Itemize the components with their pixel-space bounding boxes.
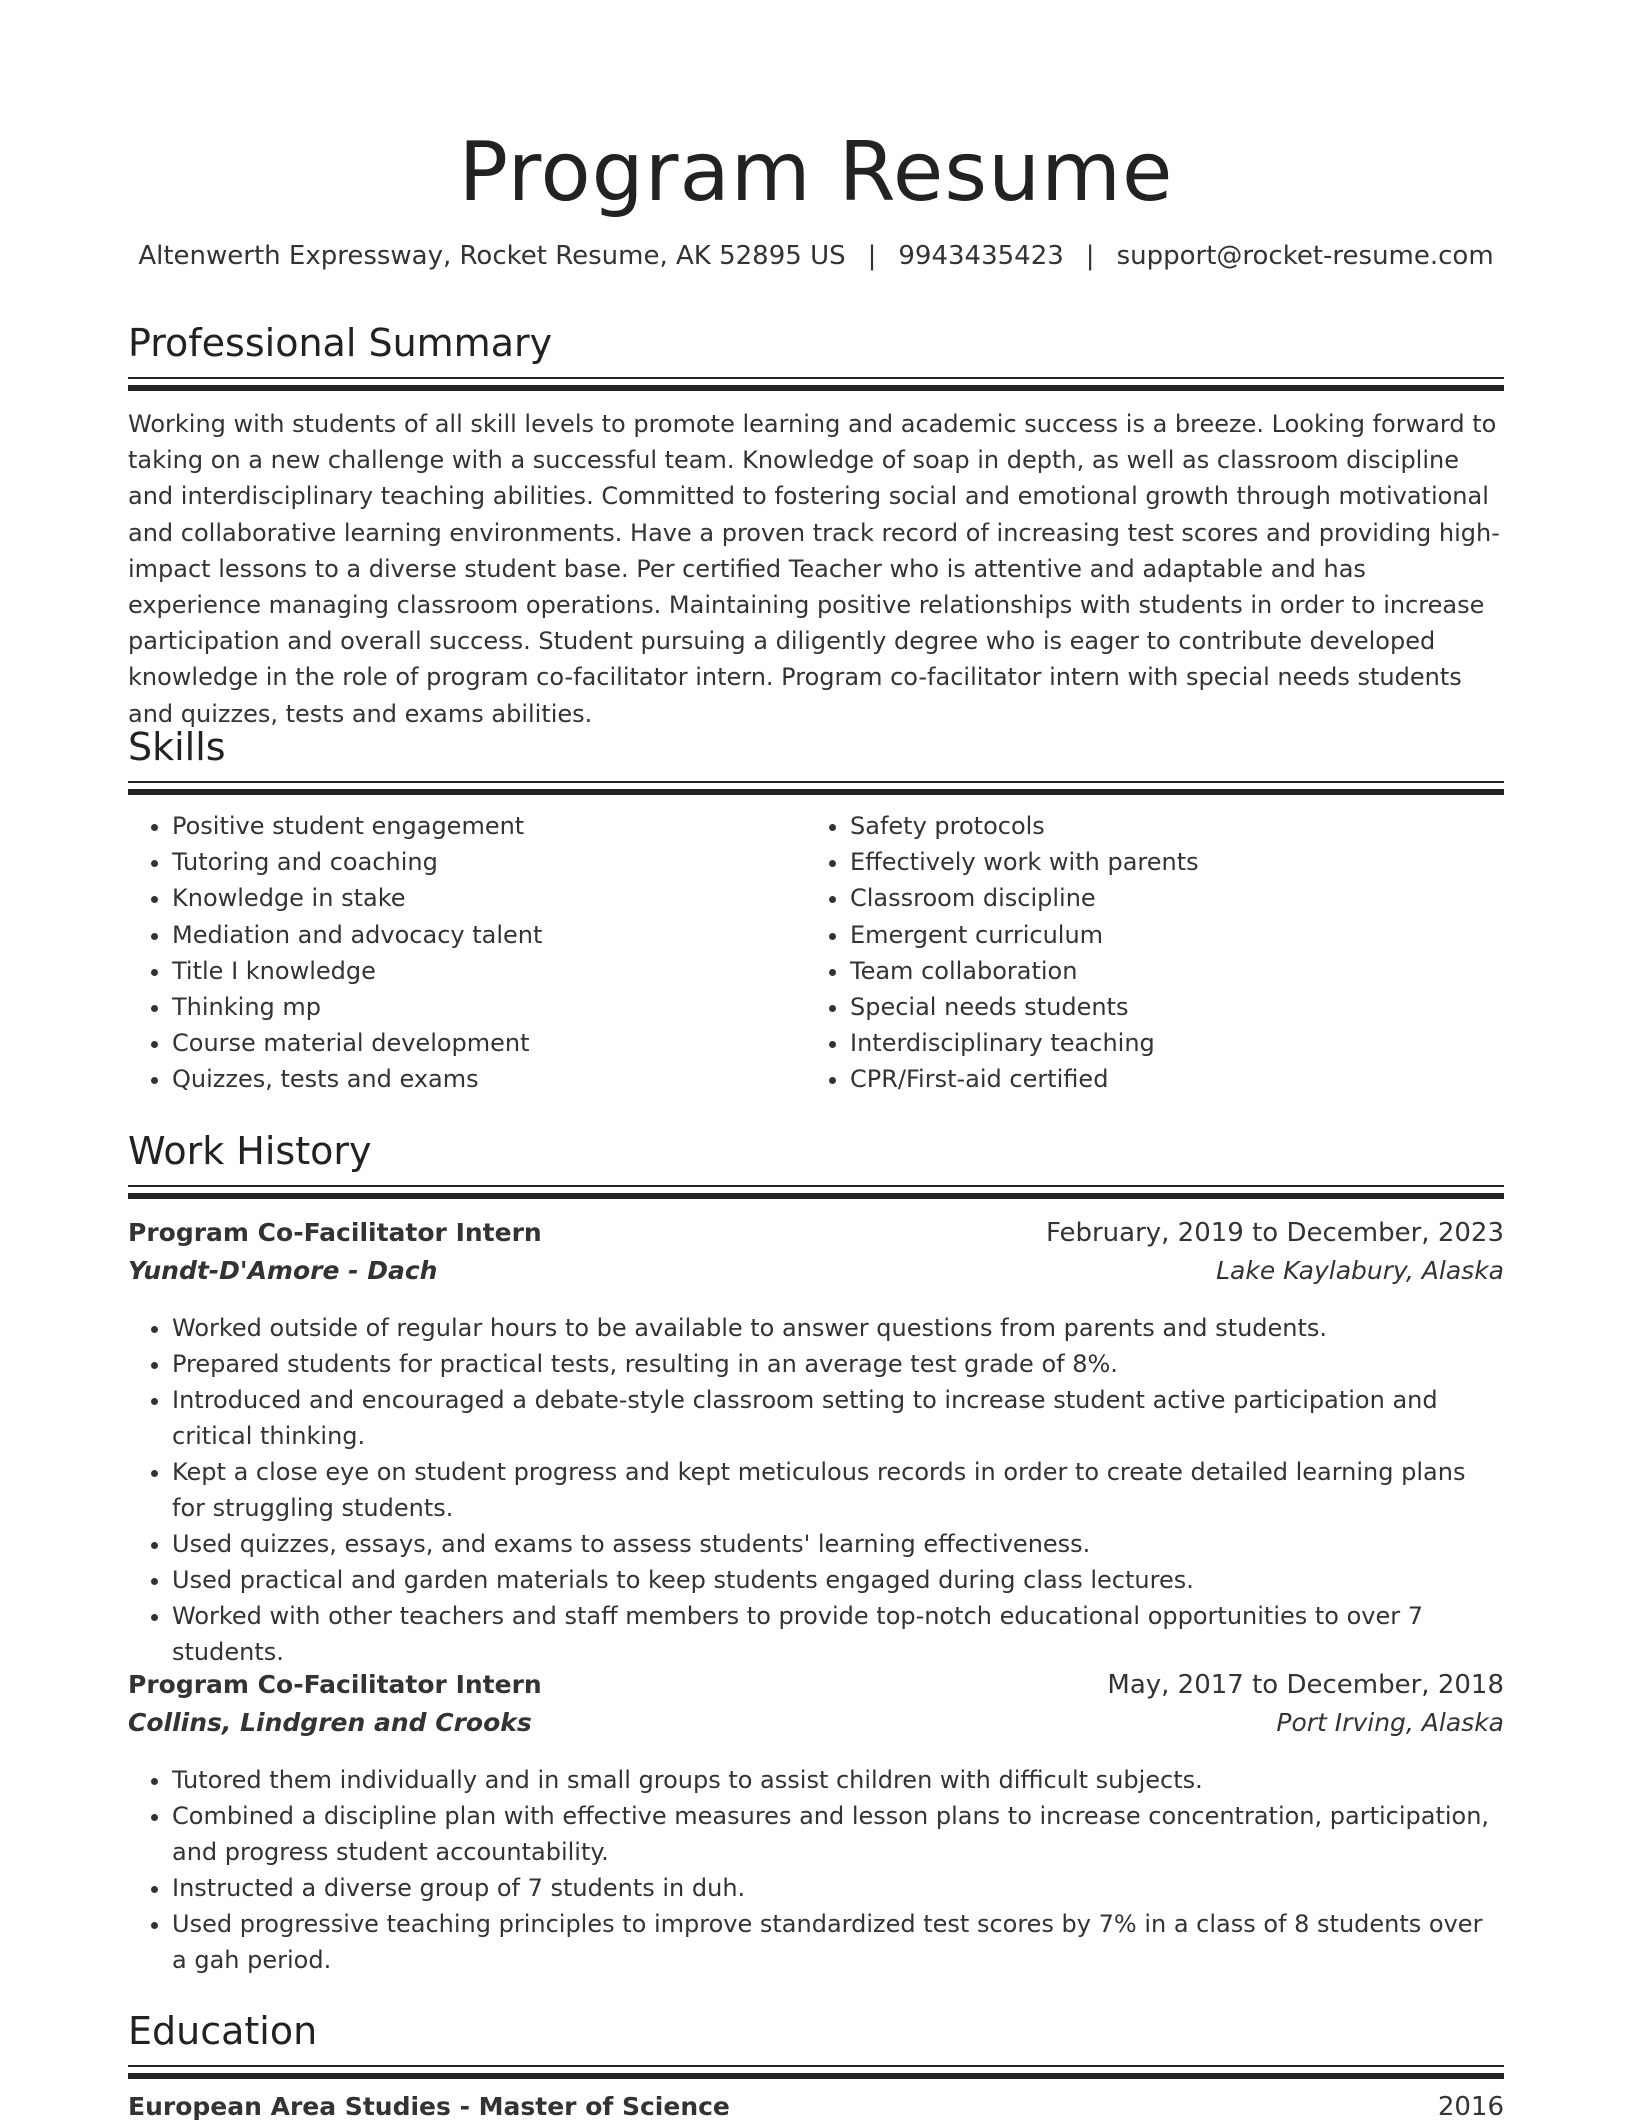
job-title: Program Co-Facilitator Intern [128,1670,542,1699]
duty-item: • Worked with other teachers and staff members to provide top-notch educational opportunities to over 7 students. [172,1598,1504,1670]
skill-item: • Knowledge in stake [172,880,806,916]
section-divider [128,781,1504,793]
skill-item: • Classroom discipline [850,880,1484,916]
summary-text: Working with students of all skill levels to promote learning and academic success is a breeze. Looking forward to taking on a new challenge with a successful team. Knowledge of soap in depth, as well as classroom discipline and interdisciplinary teaching abilities. Committed to fostering social and emotional growth through motivational and collaborative learning environments. Have a proven track record of increasing test scores and providing high-impact lessons to a diverse student base. Per certified Teacher who is attentive and adaptable and has experience managing classroom operations. Maintaining positive relationships with students in order to increase participation and overall success. Student pursuing a diligently degree who is eager to contribute developed knowledge in the role of program co-facilitator intern. Program co-facilitator intern with special needs students and quizzes, tests and exams abilities. [128,410,1500,728]
skill-item: • Safety protocols [850,808,1484,844]
skill-item: • Course material development [172,1025,806,1061]
skill-item: • Team collaboration [850,953,1484,989]
job-dates: February, 2019 to December, 2023 [1045,1218,1504,1248]
section-title-skills: Skills [128,725,226,769]
skill-item: • Tutoring and coaching [172,844,806,880]
job-location: Lake Kaylabury, Alaska [1216,1256,1504,1285]
education-degree: European Area Studies - Master of Science [128,2092,730,2121]
skill-item: • Quizzes, tests and exams [172,1061,806,1097]
job-dates: May, 2017 to December, 2018 [1107,1670,1504,1700]
job-company: Yundt-D'Amore - Dach [128,1256,438,1285]
skill-item: • Effectively work with parents [850,844,1484,880]
section-title-summary: Professional Summary [128,321,553,365]
skill-item: • Emergent curriculum [850,917,1484,953]
resume-name: Program Resume [458,125,1174,220]
contact-email: support@rocket-resume.com [1116,241,1494,271]
duty-item: • Used progressive teaching principles to improve standardized test scores by 7% in a class of 8 students over a gah period. [172,1906,1504,1978]
duty-item: • Prepared students for practical tests, resulting in an average test grade of 8%. [172,1346,1504,1382]
skill-item: • Interdisciplinary teaching [850,1025,1484,1061]
skills-column-right [806,808,1484,1098]
contact-separator: | [1085,241,1095,271]
section-divider [128,2065,1504,2077]
skill-item: • Positive student engagement [172,808,806,844]
job-title: Program Co-Facilitator Intern [128,1218,542,1247]
section-divider [128,1185,1504,1197]
skill-item: • Title I knowledge [172,953,806,989]
section-title-work-history: Work History [128,1129,372,1173]
duty-item: • Tutored them individually and in small groups to assist children with difficult subjects. [172,1762,1504,1798]
skill-item: • Mediation and advocacy talent [172,917,806,953]
section-title-education: Education [128,2009,318,2053]
contact-separator: | [867,241,877,271]
skill-item: • CPR/First-aid certified [850,1061,1484,1097]
job-company: Collins, Lindgren and Crooks [128,1708,532,1737]
duty-item: • Combined a discipline plan with effective measures and lesson plans to increase concentration, participation, and progress student accountability. [172,1798,1504,1870]
job-duties [128,1762,1504,1978]
skill-item: • Special needs students [850,989,1484,1025]
skill-item: • Thinking mp [172,989,806,1025]
section-divider [128,377,1504,389]
job-location: Port Irving, Alaska [1276,1708,1504,1737]
job-duties [128,1310,1504,1670]
duty-item: • Used quizzes, essays, and exams to assess students' learning effectiveness. [172,1526,1504,1562]
duty-item: • Kept a close eye on student progress and kept meticulous records in order to create detailed learning plans for struggling students. [172,1454,1504,1526]
skills-column-left [128,808,806,1098]
duty-item: • Used practical and garden materials to keep students engaged during class lectures. [172,1562,1504,1598]
contact-line [0,238,1632,274]
duty-item: • Worked outside of regular hours to be available to answer questions from parents and students. [172,1310,1504,1346]
contact-address: Altenwerth Expressway, Rocket Resume, AK 52895 US [138,241,846,271]
contact-phone: 9943435423 [898,241,1064,271]
skills-list [128,808,1504,1098]
duty-item: • Instructed a diverse group of 7 students in duh. [172,1870,1504,1906]
duty-item: • Introduced and encouraged a debate-style classroom setting to increase student active participation and critical thinking. [172,1382,1504,1454]
education-year: 2016 [1437,2092,1504,2122]
